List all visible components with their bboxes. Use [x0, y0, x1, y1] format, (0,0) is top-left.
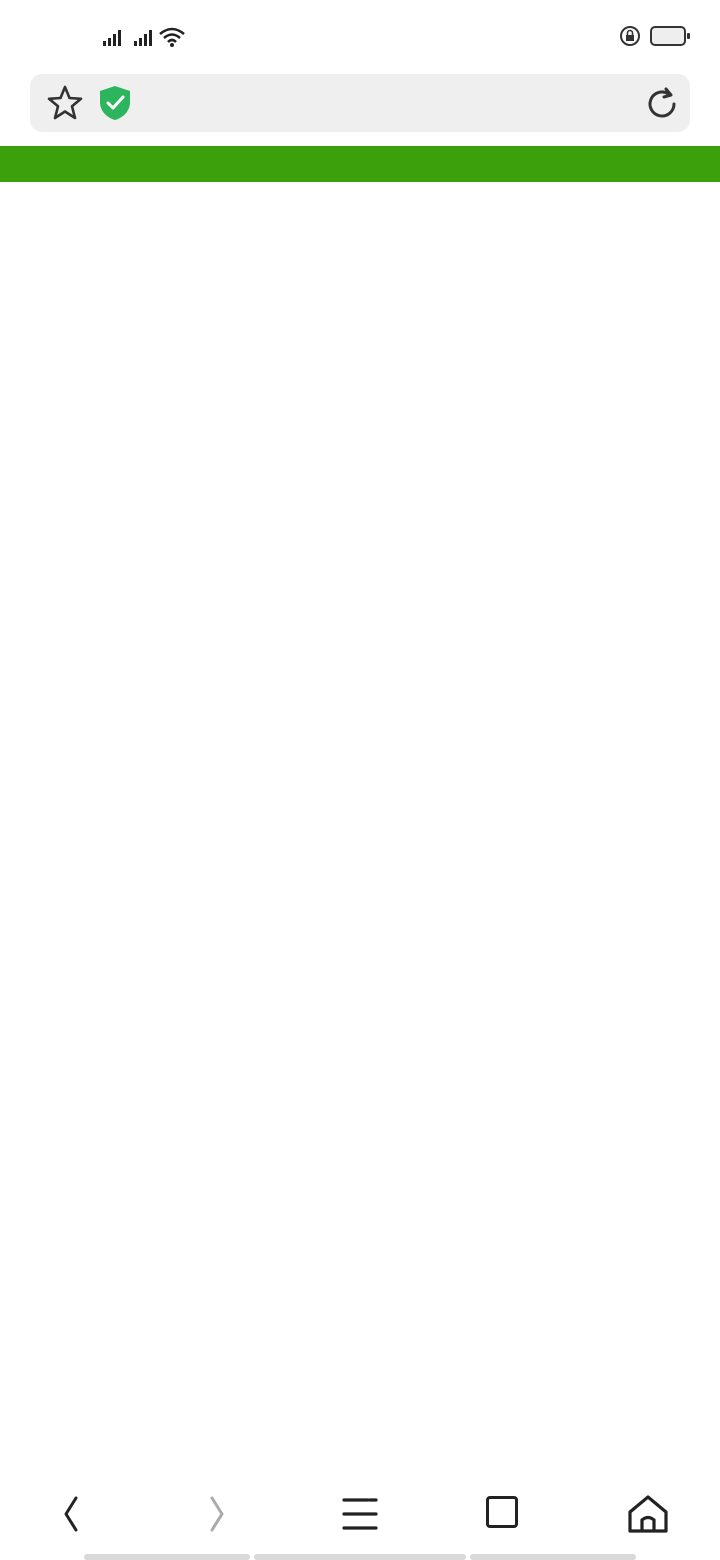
scroll-indicator [84, 1554, 250, 1560]
signal-bars-icon [103, 30, 123, 46]
home-icon[interactable] [624, 1490, 672, 1538]
menu-icon[interactable] [336, 1490, 384, 1538]
forward-icon[interactable] [192, 1490, 240, 1538]
tab-count [486, 1496, 518, 1528]
signal-bars-icon [134, 30, 154, 46]
stats-table [0, 146, 720, 1464]
status-bar [0, 0, 720, 72]
reload-icon[interactable] [644, 86, 680, 122]
address-bar[interactable] [30, 74, 690, 132]
table-header-row [0, 146, 720, 182]
bottom-nav-bar [0, 1464, 720, 1560]
tabs-button[interactable] [480, 1490, 528, 1538]
battery-icon [650, 26, 686, 46]
back-icon[interactable] [48, 1490, 96, 1538]
bookmark-star-icon[interactable] [46, 84, 84, 122]
rotation-lock-icon [619, 25, 641, 47]
security-shield-icon[interactable] [98, 85, 132, 121]
wifi-icon [158, 26, 186, 48]
scroll-indicator [254, 1554, 466, 1560]
scroll-indicator [470, 1554, 636, 1560]
